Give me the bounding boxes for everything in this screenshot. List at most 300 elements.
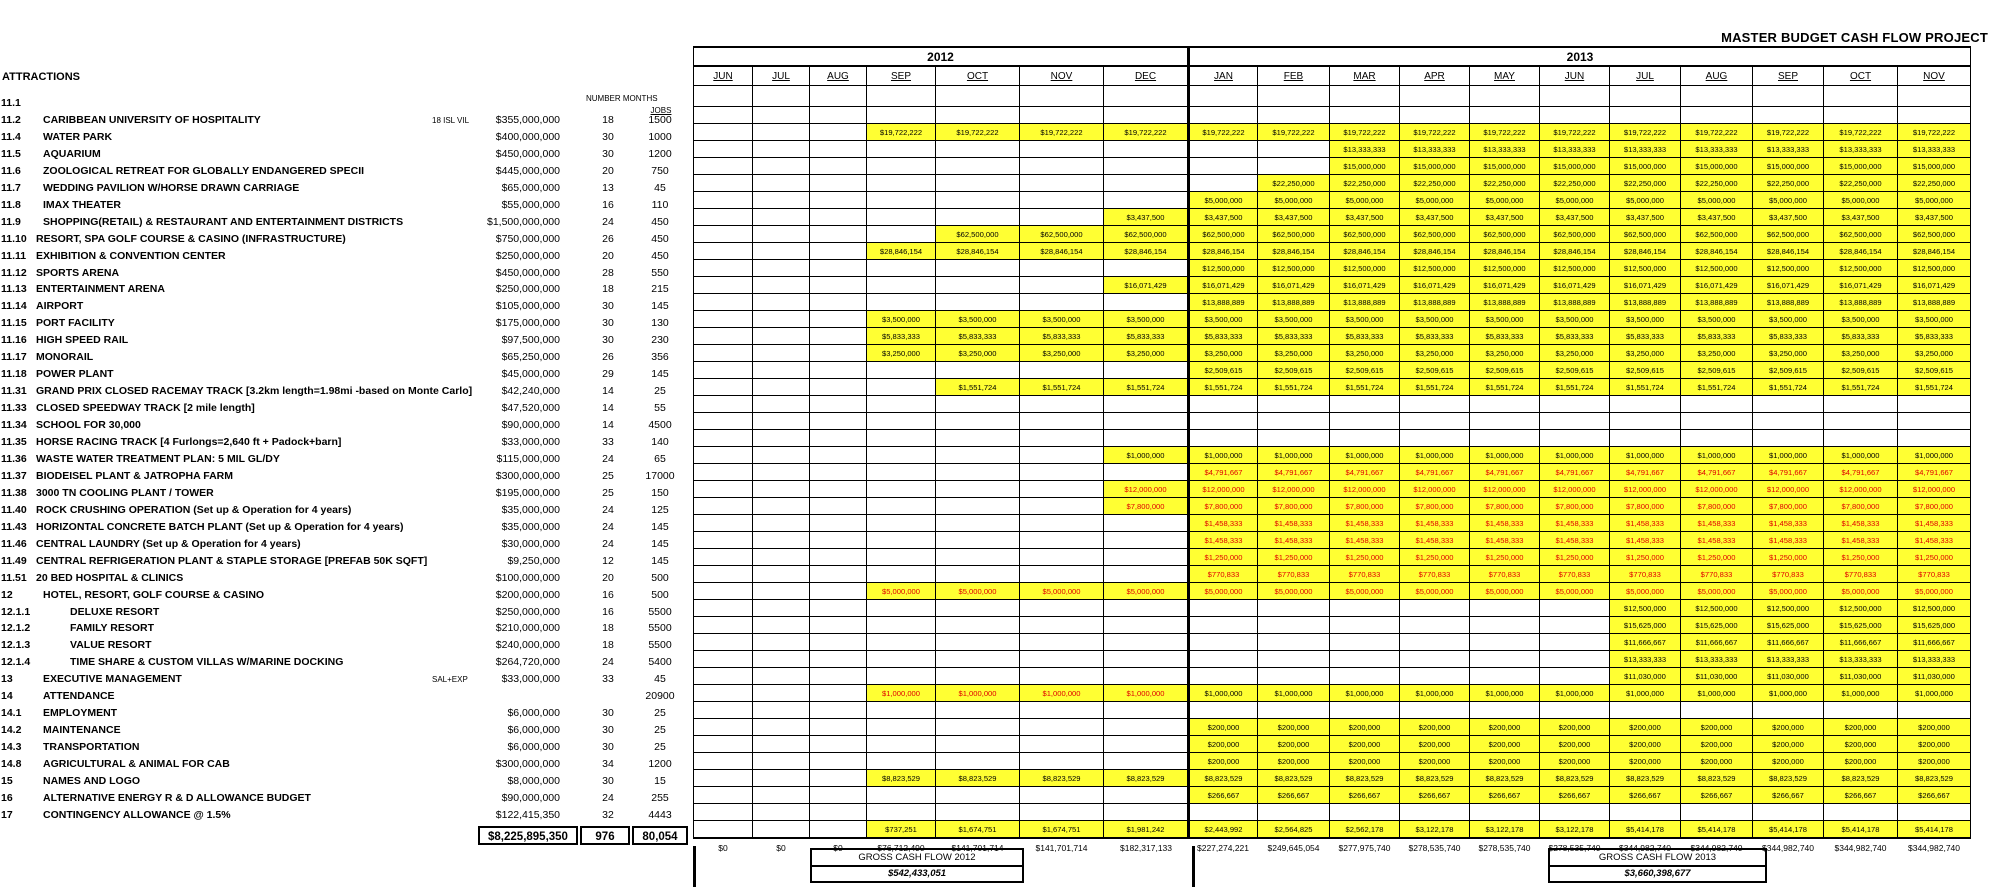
cash-flow-cell [1104, 736, 1189, 753]
grid-cell [1898, 86, 1971, 107]
cash-flow-cell [1104, 141, 1189, 158]
cash-flow-row [694, 209, 1971, 226]
cash-flow-cell [753, 770, 810, 787]
cash-flow-cell [936, 141, 1020, 158]
line-item-row [0, 536, 690, 553]
cash-flow-cell [753, 702, 810, 719]
cash-flow-row [694, 634, 1971, 651]
cash-flow-cell [1753, 413, 1824, 430]
cash-flow-cell: $266,667 [1189, 787, 1258, 804]
cash-flow-cell [1020, 481, 1104, 498]
cash-flow-cell: $11,030,000 [1824, 668, 1898, 685]
line-item-jobs: 25 [654, 707, 666, 720]
line-item-name: SHOPPING(RETAIL) & RESTAURANT AND ENTERTAINMENT DISTRICTS [43, 215, 404, 228]
monthly-total: $0 [753, 838, 810, 856]
cash-flow-cell: $5,833,333 [1753, 328, 1824, 345]
cash-flow-cell [936, 209, 1020, 226]
month-header: JUL [753, 66, 810, 86]
cash-flow-row [694, 226, 1971, 243]
monthly-total: $278,535,740 [1540, 838, 1610, 856]
cash-flow-cell: $15,000,000 [1330, 158, 1400, 175]
line-item-months: 26 [602, 232, 614, 245]
cash-flow-cell: $3,500,000 [1610, 311, 1681, 328]
cash-flow-row [694, 192, 1971, 209]
cash-flow-cell [1104, 532, 1189, 549]
sheet-title: MASTER BUDGET CASH FLOW PROJECT [1721, 30, 1988, 45]
cash-flow-cell [936, 668, 1020, 685]
cash-flow-cell: $62,500,000 [1898, 226, 1971, 243]
cash-flow-cell: $5,000,000 [1753, 192, 1824, 209]
cash-flow-cell: $200,000 [1610, 719, 1681, 736]
cash-flow-cell [936, 549, 1020, 566]
line-item-cost: $445,000,000 [495, 164, 560, 177]
cash-flow-cell [1400, 396, 1470, 413]
cash-flow-cell: $770,833 [1753, 566, 1824, 583]
cash-flow-cell [1020, 107, 1104, 124]
line-item-cost: $250,000,000 [495, 249, 560, 262]
cash-flow-cell [1258, 804, 1330, 821]
cash-flow-cell [1824, 702, 1898, 719]
line-item-cost: $250,000,000 [495, 605, 560, 618]
line-item-jobs: 5500 [648, 605, 672, 618]
line-item-name: EXECUTIVE MANAGEMENT [43, 673, 182, 686]
cash-flow-cell [753, 821, 810, 839]
cash-flow-cell [1258, 651, 1330, 668]
cash-flow-cell [936, 260, 1020, 277]
cash-flow-cell: $22,250,000 [1824, 175, 1898, 192]
cash-flow-cell [753, 583, 810, 600]
line-item-jobs: 5500 [648, 639, 672, 652]
cash-flow-cell: $7,800,000 [1189, 498, 1258, 515]
cash-flow-cell: $200,000 [1681, 736, 1753, 753]
section-heading: ATTRACTIONS [2, 71, 81, 83]
line-item-cost: $250,000,000 [495, 283, 560, 296]
cash-flow-cell [694, 583, 753, 600]
cash-flow-cell [753, 668, 810, 685]
line-item-number: 11.1 [1, 97, 21, 109]
cash-flow-cell: $1,250,000 [1681, 549, 1753, 566]
cash-flow-cell: $266,667 [1610, 787, 1681, 804]
line-item-cost: $6,000,000 [507, 741, 560, 754]
month-header: NOV [1898, 66, 1971, 86]
cash-flow-cell: $4,791,667 [1898, 464, 1971, 481]
line-item-jobs: 45 [654, 673, 666, 686]
cash-flow-cell [1610, 430, 1681, 447]
cash-flow-cell [1104, 651, 1189, 668]
cash-flow-cell: $5,833,333 [1681, 328, 1753, 345]
line-item-cost: $240,000,000 [495, 639, 560, 652]
cash-flow-cell [810, 719, 867, 736]
cash-flow-cell [1824, 107, 1898, 124]
cash-flow-cell [1020, 158, 1104, 175]
cash-flow-cell [1189, 175, 1258, 192]
cash-flow-cell [694, 158, 753, 175]
cash-flow-cell: $200,000 [1824, 736, 1898, 753]
cash-flow-cell: $200,000 [1400, 719, 1470, 736]
cash-flow-cell [936, 447, 1020, 464]
line-item-months: 30 [602, 334, 614, 347]
cash-flow-cell [867, 651, 936, 668]
cash-flow-cell: $12,000,000 [1189, 481, 1258, 498]
cash-flow-cell: $1,458,333 [1189, 515, 1258, 532]
line-item-months: 30 [602, 707, 614, 720]
cash-flow-row [694, 685, 1971, 702]
cash-flow-cell [753, 532, 810, 549]
cash-flow-cell [694, 430, 753, 447]
cash-flow-cell: $16,071,429 [1330, 277, 1400, 294]
cash-flow-cell: $1,000,000 [1400, 447, 1470, 464]
line-item-months: 33 [602, 673, 614, 686]
cash-flow-cell: $7,800,000 [1470, 498, 1540, 515]
line-item-months: 30 [602, 130, 614, 143]
grid-left-border [693, 846, 696, 887]
cash-flow-cell: $11,030,000 [1753, 668, 1824, 685]
line-item-number: 11.13 [1, 283, 27, 296]
line-item-row [0, 637, 690, 654]
cash-flow-cell: $1,458,333 [1330, 515, 1400, 532]
cash-flow-cell: $5,000,000 [1400, 583, 1470, 600]
cash-flow-cell: $5,000,000 [1258, 192, 1330, 209]
cash-flow-cell: $1,458,333 [1540, 515, 1610, 532]
line-item-row [0, 400, 690, 417]
cash-flow-cell: $4,791,667 [1824, 464, 1898, 481]
line-item-name: WEDDING PAVILION W/HORSE DRAWN CARRIAGE [43, 181, 300, 194]
cash-flow-row [694, 175, 1971, 192]
cash-flow-cell: $4,791,667 [1540, 464, 1610, 481]
cash-flow-cell: $5,000,000 [1020, 583, 1104, 600]
cash-flow-cell [1330, 107, 1400, 124]
cash-flow-cell [936, 464, 1020, 481]
cash-flow-cell: $3,250,000 [1258, 345, 1330, 362]
cash-flow-cell: $770,833 [1824, 566, 1898, 583]
cash-flow-cell: $7,800,000 [1540, 498, 1610, 515]
month-header-row [694, 66, 1971, 86]
cash-flow-cell: $5,833,333 [1330, 328, 1400, 345]
cash-flow-cell: $1,551,724 [936, 379, 1020, 396]
cash-flow-cell [1104, 260, 1189, 277]
cash-flow-cell [1189, 141, 1258, 158]
line-item-name: POWER PLANT [36, 368, 114, 381]
cash-flow-cell [1104, 396, 1189, 413]
cash-flow-cell: $200,000 [1824, 719, 1898, 736]
cash-flow-cell [1400, 413, 1470, 430]
cash-flow-cell: $16,071,429 [1610, 277, 1681, 294]
cash-flow-cell: $4,791,667 [1330, 464, 1400, 481]
cash-flow-cell: $16,071,429 [1898, 277, 1971, 294]
cash-flow-cell [1400, 651, 1470, 668]
line-item-months: 24 [602, 452, 614, 465]
cash-flow-cell: $16,071,429 [1258, 277, 1330, 294]
cash-flow-cell: $1,000,000 [1189, 685, 1258, 702]
cash-flow-cell: $19,722,222 [1610, 124, 1681, 141]
cash-flow-cell [867, 209, 936, 226]
line-item-number: 11.46 [1, 537, 27, 550]
cash-flow-cell: $1,250,000 [1898, 549, 1971, 566]
cash-flow-cell: $4,791,667 [1189, 464, 1258, 481]
cash-flow-cell: $266,667 [1753, 787, 1824, 804]
line-item-row [0, 773, 690, 790]
cash-flow-cell: $2,509,615 [1330, 362, 1400, 379]
cash-flow-cell: $1,458,333 [1400, 532, 1470, 549]
cash-flow-cell: $3,122,178 [1400, 821, 1470, 839]
line-item-name: FAMILY RESORT [70, 622, 155, 635]
line-item-jobs: 130 [651, 317, 669, 330]
cash-flow-cell [936, 753, 1020, 770]
cash-flow-cell [1330, 634, 1400, 651]
cash-flow-cell [867, 668, 936, 685]
cash-flow-cell: $8,823,529 [1610, 770, 1681, 787]
cash-flow-cell [1898, 702, 1971, 719]
cash-flow-cell [936, 362, 1020, 379]
cash-flow-cell [1470, 430, 1540, 447]
cash-flow-row [694, 345, 1971, 362]
cash-flow-cell [694, 260, 753, 277]
cash-flow-cell [936, 651, 1020, 668]
cash-flow-cell: $1,458,333 [1824, 532, 1898, 549]
cash-flow-cell: $7,800,000 [1824, 498, 1898, 515]
line-item-cost: $450,000,000 [495, 147, 560, 160]
cash-flow-cell: $1,458,333 [1189, 532, 1258, 549]
line-item-jobs: 145 [651, 368, 669, 381]
cash-flow-cell [867, 753, 936, 770]
cash-flow-cell: $266,667 [1681, 787, 1753, 804]
month-header: MAY [1470, 66, 1540, 86]
cash-flow-cell: $1,458,333 [1258, 532, 1330, 549]
cash-flow-cell: $1,250,000 [1330, 549, 1400, 566]
cash-flow-cell: $200,000 [1681, 753, 1753, 770]
cash-flow-cell: $1,551,724 [1189, 379, 1258, 396]
cash-flow-cell: $8,823,529 [1753, 770, 1824, 787]
cash-flow-cell [867, 566, 936, 583]
line-item-row [0, 163, 690, 180]
cash-flow-cell [1540, 617, 1610, 634]
cash-flow-cell: $12,500,000 [1681, 600, 1753, 617]
cash-flow-cell [936, 719, 1020, 736]
monthly-total: $182,317,133 [1104, 838, 1189, 856]
cash-flow-cell: $3,250,000 [1104, 345, 1189, 362]
cash-flow-cell [1104, 719, 1189, 736]
grid-cell [1258, 86, 1330, 107]
cash-flow-cell [753, 498, 810, 515]
cash-flow-cell: $13,333,333 [1330, 141, 1400, 158]
cash-flow-cell: $8,823,529 [1189, 770, 1258, 787]
line-item-cost: $90,000,000 [501, 419, 560, 432]
line-item-name: HORIZONTAL CONCRETE BATCH PLANT (Set up & Operation for 4 years) [36, 520, 404, 533]
cash-flow-cell [1020, 260, 1104, 277]
cash-flow-cell [810, 634, 867, 651]
cash-flow-cell [694, 549, 753, 566]
cash-flow-cell [1104, 566, 1189, 583]
cash-flow-cell [867, 175, 936, 192]
cash-flow-cell: $12,500,000 [1540, 260, 1610, 277]
line-item-months: 34 [602, 758, 614, 771]
line-item-row [0, 434, 690, 451]
line-item-number: 11.2 [1, 113, 21, 126]
cash-flow-cell [1753, 430, 1824, 447]
line-item-months: 32 [602, 808, 614, 821]
cash-flow-cell: $3,500,000 [1330, 311, 1400, 328]
year-header-row [694, 47, 1971, 66]
line-item-months: 33 [602, 436, 614, 448]
cash-flow-cell [810, 141, 867, 158]
cash-flow-cell [810, 192, 867, 209]
line-item-jobs: 1200 [648, 147, 672, 160]
line-item-cost: $300,000,000 [495, 758, 560, 771]
cash-flow-cell [694, 362, 753, 379]
cash-flow-cell [810, 515, 867, 532]
line-item-row [0, 654, 690, 671]
cash-flow-cell: $3,122,178 [1540, 821, 1610, 839]
cash-flow-row [694, 804, 1971, 821]
line-item-row [0, 298, 690, 315]
line-item-cost: $35,000,000 [501, 503, 560, 516]
line-item-number: 17 [1, 808, 13, 821]
cash-flow-cell [1020, 294, 1104, 311]
line-item-row [0, 349, 690, 366]
cash-flow-cell: $7,800,000 [1898, 498, 1971, 515]
cash-flow-cell [694, 702, 753, 719]
cash-flow-cell: $13,888,889 [1470, 294, 1540, 311]
cash-flow-cell [753, 804, 810, 821]
cash-flow-cell [1020, 651, 1104, 668]
cash-flow-cell: $3,250,000 [1753, 345, 1824, 362]
cash-flow-row [694, 447, 1971, 464]
cash-flow-cell: $2,509,615 [1610, 362, 1681, 379]
line-item-jobs: 110 [651, 198, 669, 211]
cash-flow-cell: $1,458,333 [1258, 515, 1330, 532]
cash-flow-cell: $3,437,500 [1400, 209, 1470, 226]
cash-flow-cell [1020, 396, 1104, 413]
cash-flow-cell: $15,000,000 [1824, 158, 1898, 175]
cash-flow-cell [1753, 804, 1824, 821]
month-header: DEC [1104, 66, 1189, 86]
cash-flow-cell: $7,800,000 [1681, 498, 1753, 515]
cash-flow-cell: $13,333,333 [1898, 141, 1971, 158]
cash-flow-cell: $770,833 [1681, 566, 1753, 583]
cash-flow-row [694, 124, 1971, 141]
cash-flow-cell [694, 719, 753, 736]
line-item-jobs: 17000 [645, 469, 675, 482]
cash-flow-row [694, 430, 1971, 447]
cash-flow-cell: $1,458,333 [1753, 532, 1824, 549]
cash-flow-cell [1020, 634, 1104, 651]
cash-flow-cell: $1,000,000 [1824, 447, 1898, 464]
line-item-name: AQUARIUM [43, 147, 101, 160]
line-item-number: 12.1.1 [1, 605, 31, 618]
cash-flow-cell [1104, 294, 1189, 311]
cash-flow-cell: $62,500,000 [1753, 226, 1824, 243]
cash-flow-cell: $1,551,724 [1258, 379, 1330, 396]
line-item-jobs: 500 [651, 571, 669, 584]
cash-flow-cell [936, 158, 1020, 175]
cash-flow-cell: $12,000,000 [1753, 481, 1824, 498]
cash-flow-cell: $1,000,000 [1258, 685, 1330, 702]
line-item-number: 11.43 [1, 520, 27, 533]
cash-flow-cell: $5,833,333 [1610, 328, 1681, 345]
line-item-jobs: 45 [654, 181, 666, 194]
line-item-cost: $9,250,000 [507, 554, 560, 567]
line-item-row [0, 383, 690, 400]
cash-flow-cell: $12,500,000 [1258, 260, 1330, 277]
cash-flow-cell: $200,000 [1898, 736, 1971, 753]
cash-flow-cell [1258, 617, 1330, 634]
cash-flow-cell: $3,500,000 [1681, 311, 1753, 328]
cash-flow-cell: $200,000 [1400, 736, 1470, 753]
cash-flow-cell: $12,000,000 [1330, 481, 1400, 498]
cash-flow-cell [810, 481, 867, 498]
cash-flow-cell: $1,458,333 [1753, 515, 1824, 532]
cash-flow-cell: $1,458,333 [1330, 532, 1400, 549]
cash-flow-cell [694, 787, 753, 804]
cash-flow-cell [694, 634, 753, 651]
cash-flow-row [694, 702, 1971, 719]
cash-flow-cell: $3,500,000 [1753, 311, 1824, 328]
cash-flow-cell [810, 464, 867, 481]
cash-flow-cell [867, 634, 936, 651]
cash-flow-cell: $11,666,667 [1898, 634, 1971, 651]
month-header: MAR [1330, 66, 1400, 86]
cash-flow-cell: $28,846,154 [867, 243, 936, 260]
cash-flow-cell [810, 821, 867, 839]
cash-flow-cell: $19,722,222 [1681, 124, 1753, 141]
cash-flow-cell [810, 175, 867, 192]
line-item-number: 11.17 [1, 351, 27, 364]
cash-flow-cell: $2,509,615 [1470, 362, 1540, 379]
cash-flow-cell [867, 481, 936, 498]
cash-flow-row [694, 260, 1971, 277]
cash-flow-cell [1020, 600, 1104, 617]
month-header: SEP [1753, 66, 1824, 86]
line-item-cost: $35,000,000 [501, 520, 560, 533]
cash-flow-cell: $3,500,000 [1540, 311, 1610, 328]
cash-flow-cell: $5,000,000 [1330, 192, 1400, 209]
cash-flow-cell: $2,509,615 [1681, 362, 1753, 379]
line-item-cost: $65,000,000 [501, 181, 560, 194]
cash-flow-cell [1020, 498, 1104, 515]
cash-flow-cell [1020, 566, 1104, 583]
cash-flow-cell: $2,509,615 [1189, 362, 1258, 379]
cash-flow-cell [810, 379, 867, 396]
month-header: APR [1400, 66, 1470, 86]
line-item-number: 11.31 [1, 385, 27, 398]
cash-flow-cell: $1,458,333 [1681, 532, 1753, 549]
cash-flow-cell [936, 413, 1020, 430]
line-item-name: MONORAIL [36, 351, 94, 364]
cash-flow-cell: $62,500,000 [1824, 226, 1898, 243]
cash-flow-cell: $1,674,751 [936, 821, 1020, 839]
cash-flow-cell: $12,000,000 [1470, 481, 1540, 498]
line-item-number: 11.35 [1, 436, 27, 448]
cash-flow-cell: $200,000 [1753, 753, 1824, 770]
cash-flow-cell [867, 464, 936, 481]
line-item-jobs: 230 [651, 334, 669, 347]
cash-flow-cell [867, 192, 936, 209]
cash-flow-cell: $200,000 [1610, 736, 1681, 753]
cash-flow-cell [753, 209, 810, 226]
cash-flow-cell: $200,000 [1330, 753, 1400, 770]
cash-flow-cell: $12,500,000 [1824, 260, 1898, 277]
cash-flow-cell: $19,722,222 [1189, 124, 1258, 141]
cash-flow-cell [694, 209, 753, 226]
cash-flow-cell: $19,722,222 [1824, 124, 1898, 141]
cash-flow-cell: $5,000,000 [1470, 583, 1540, 600]
cash-flow-cell: $3,250,000 [1189, 345, 1258, 362]
line-item-row [0, 553, 690, 570]
cash-flow-cell [936, 702, 1020, 719]
line-item-jobs: 4443 [648, 808, 672, 821]
line-item-number: 11.37 [1, 469, 27, 482]
cash-flow-cell: $22,250,000 [1330, 175, 1400, 192]
